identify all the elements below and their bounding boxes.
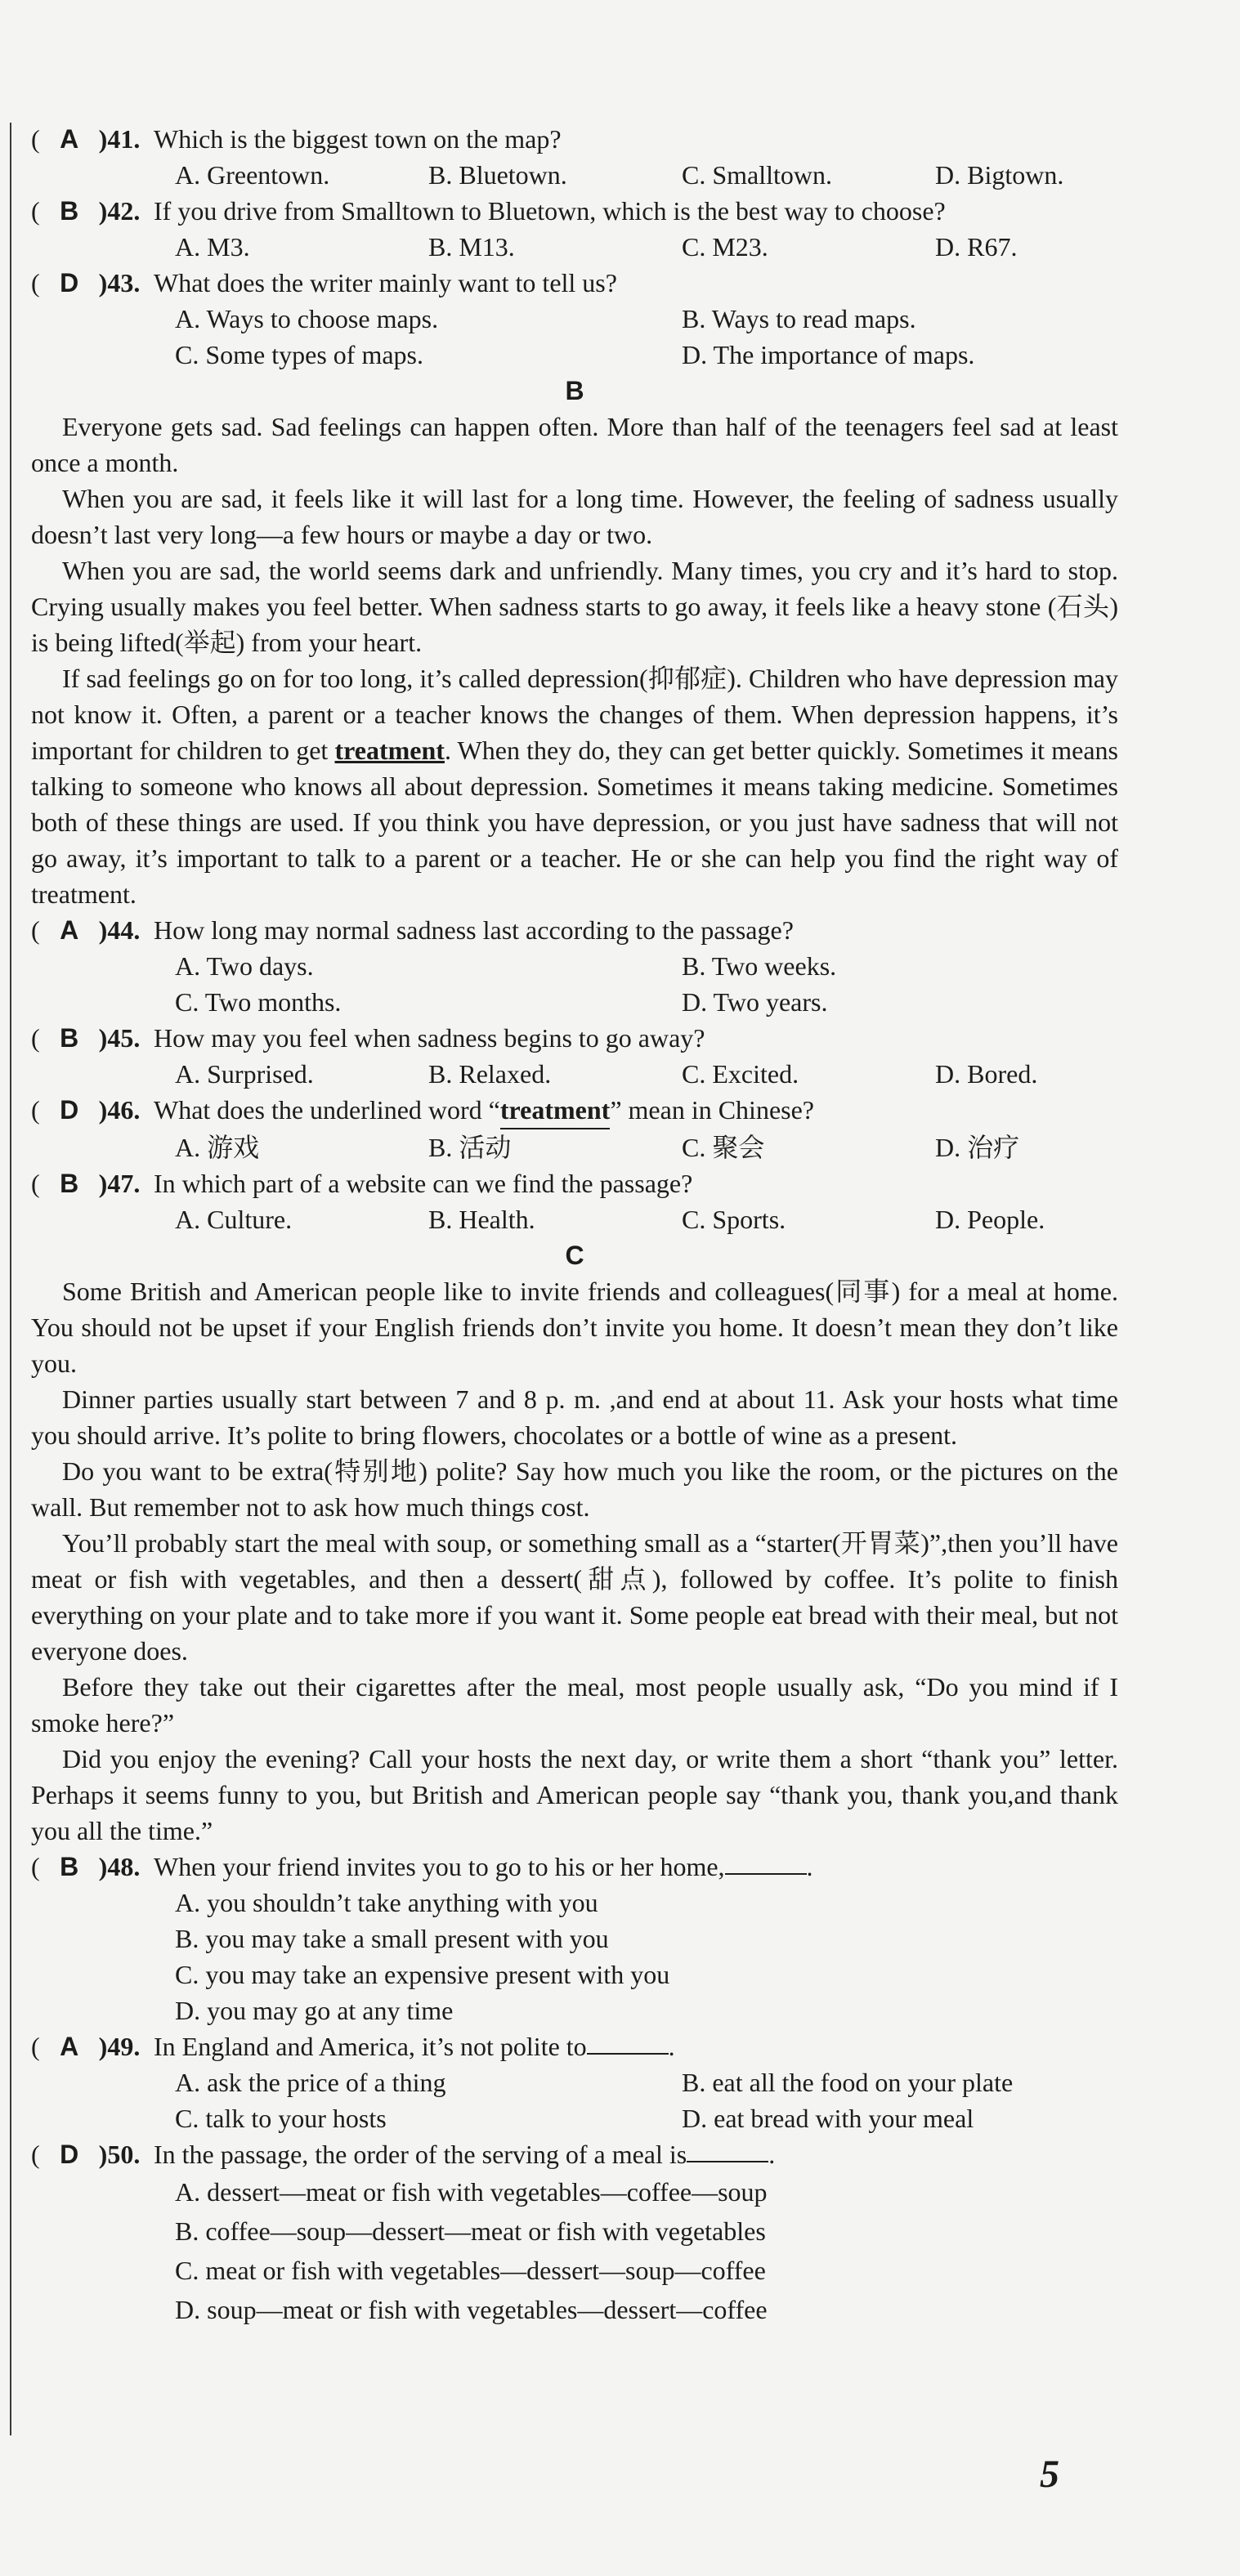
question-number: )41. xyxy=(98,124,141,154)
question-48 xyxy=(31,1849,1118,2028)
stem-text: ” mean in Chinese? xyxy=(610,1095,814,1125)
option-a: A. Two days. xyxy=(175,951,314,981)
option-b: B. Health. xyxy=(428,1205,535,1234)
answer-44: A xyxy=(60,915,79,945)
question-stem: Which is the biggest town on the map? xyxy=(154,124,562,154)
option-b: B. Ways to read maps. xyxy=(682,304,916,333)
question-49 xyxy=(31,2028,1118,2136)
option-d: D. 治疗 xyxy=(935,1133,1020,1162)
option-c: C. Some types of maps. xyxy=(175,340,423,369)
option-b: B. coffee—soup—dessert—meat or fish with vegetables xyxy=(175,2216,766,2246)
option-a: A. ask the price of a thing xyxy=(175,2068,446,2097)
option-d: D. Two years. xyxy=(682,987,828,1017)
option-b: B. you may take a small present with you xyxy=(175,1924,609,1953)
answer-48: B xyxy=(60,1852,79,1881)
option-b: B. M13. xyxy=(428,232,515,262)
option-b: B. eat all the food on your plate xyxy=(682,2068,1014,2097)
option-d: D. People. xyxy=(935,1205,1045,1234)
margin-line xyxy=(10,123,11,2435)
passage-c-paragraph-5: Before they take out their cigarettes after the meal, most people usually ask, “Do you mind if I smoke here?” xyxy=(31,1672,1118,1737)
answer-blank xyxy=(587,2028,669,2055)
underlined-word-treatment: treatment xyxy=(334,736,445,765)
question-number: )43. xyxy=(98,268,141,297)
option-a: A. Greentown. xyxy=(175,160,330,190)
question-number: )47. xyxy=(98,1169,141,1198)
question-stem: When your friend invites you to go to his or her home, xyxy=(154,1852,725,1881)
answer-43: D xyxy=(60,268,79,297)
option-d: D. Bigtown. xyxy=(935,160,1064,190)
option-c: C. talk to your hosts xyxy=(175,2104,387,2133)
question-stem xyxy=(154,1092,814,1129)
question-stem: What does the writer mainly want to tell us? xyxy=(154,268,617,297)
underlined-word-treatment: treatment xyxy=(500,1092,610,1129)
option-a: A. 游戏 xyxy=(175,1133,260,1162)
option-c: C. M23. xyxy=(682,232,768,262)
option-a: A. Culture. xyxy=(175,1205,293,1234)
answer-41: A xyxy=(60,124,79,154)
paragraph-text: If sad feelings go on for too long, it’s called depression(抑郁症). Children who have depression may not know it. Often, a parent or a teacher knows the changes of them. When depression happens, it’s important for children to get xyxy=(31,664,1118,765)
question-number: )46. xyxy=(98,1095,141,1125)
option-c: C. Two months. xyxy=(175,987,342,1017)
question-stem: In which part of a website can we find the passage? xyxy=(154,1169,693,1198)
question-42 xyxy=(31,193,1118,265)
option-c: C. Sports. xyxy=(682,1205,786,1234)
passage-c-paragraph-1: Some British and American people like to invite friends and colleagues(同事) for a meal at home. You should not be upset if your English friends don’t invite you home. It doesn’t mean they don’t like you. xyxy=(31,1277,1118,1378)
stem-end: . xyxy=(806,1852,813,1881)
question-number: )49. xyxy=(98,2032,141,2061)
question-number: )45. xyxy=(98,1023,141,1053)
question-45 xyxy=(31,1020,1118,1092)
question-46 xyxy=(31,1092,1118,1165)
passage-b-paragraph-4 xyxy=(31,660,1118,912)
option-b: B. Relaxed. xyxy=(428,1059,552,1089)
question-stem: How long may normal sadness last according to the passage? xyxy=(154,915,794,945)
question-41 xyxy=(31,121,1118,193)
answer-46: D xyxy=(60,1095,79,1125)
section-b-title: B xyxy=(565,376,584,405)
paren: ( xyxy=(31,1169,40,1198)
paren: ( xyxy=(31,2140,40,2169)
answer-blank xyxy=(687,2136,768,2162)
paren: ( xyxy=(31,1852,40,1881)
page-number: 5 xyxy=(1040,2453,1059,2496)
option-d: D. The importance of maps. xyxy=(682,340,975,369)
question-47 xyxy=(31,1165,1118,1237)
option-d: D. R67. xyxy=(935,232,1018,262)
option-a: A. Surprised. xyxy=(175,1059,314,1089)
content xyxy=(31,121,1118,2329)
question-44 xyxy=(31,912,1118,1020)
question-stem: How may you feel when sadness begins to go away? xyxy=(154,1023,705,1053)
question-stem: In the passage, the order of the serving of a meal is xyxy=(154,2140,687,2169)
option-a: A. dessert—meat or fish with vegetables—coffee—soup xyxy=(175,2177,768,2207)
option-c: C. you may take an expensive present with you xyxy=(175,1960,670,1989)
option-c: C. 聚会 xyxy=(682,1133,765,1162)
stem-text: What does the underlined word “ xyxy=(154,1095,500,1125)
question-number: )42. xyxy=(98,196,141,226)
option-a: A. M3. xyxy=(175,232,250,262)
option-c: C. Excited. xyxy=(682,1059,799,1089)
answer-blank xyxy=(725,1849,807,1875)
option-d: D. soup—meat or fish with vegetables—dessert—coffee xyxy=(175,2295,768,2324)
answer-50: D xyxy=(60,2140,79,2169)
stem-end: . xyxy=(768,2140,776,2169)
paren: ( xyxy=(31,196,40,226)
option-b: B. Bluetown. xyxy=(428,160,567,190)
stem-end: . xyxy=(668,2032,675,2061)
question-50 xyxy=(31,2136,1118,2329)
answer-42: B xyxy=(60,196,79,226)
passage-b-paragraph-3: When you are sad, the world seems dark and unfriendly. Many times, you cry and it’s hard to stop. Crying usually makes you feel better. When sadness starts to go away, it feels like a heavy stone (石头) is being lifted(举起) from your heart. xyxy=(31,556,1118,657)
paren: ( xyxy=(31,124,40,154)
question-stem: In England and America, it’s not polite to xyxy=(154,2032,587,2061)
answer-45: B xyxy=(60,1023,79,1053)
question-number: )50. xyxy=(98,2140,141,2169)
paren: ( xyxy=(31,2032,40,2061)
option-c: C. meat or fish with vegetables—dessert—soup—coffee xyxy=(175,2256,766,2285)
section-c-title: C xyxy=(565,1241,584,1270)
paren: ( xyxy=(31,915,40,945)
passage-b-paragraph-1: Everyone gets sad. Sad feelings can happen often. More than half of the teenagers feel sad at least once a month. xyxy=(31,412,1118,477)
question-43 xyxy=(31,265,1118,373)
question-number: )44. xyxy=(98,915,141,945)
passage-c-paragraph-3: Do you want to be extra(特别地) polite? Say how much you like the room, or the pictures on the wall. But remember not to ask how much things cost. xyxy=(31,1456,1118,1522)
option-b: B. Two weeks. xyxy=(682,951,837,981)
question-number: )48. xyxy=(98,1852,141,1881)
option-c: C. Smalltown. xyxy=(682,160,833,190)
passage-c-paragraph-6: Did you enjoy the evening? Call your hosts the next day, or write them a short “thank you” letter. Perhaps it seems funny to you, but British and American people say “thank you, thank you,and thank you all the time.” xyxy=(31,1744,1118,1845)
paragraph-text: . When they do, they can get better quickly. Sometimes it means talking to someone who knows all about depression. Sometimes it means taking medicine. Sometimes both of these things are used. If you think you have depression, or you just have sadness that will not go away, it’s important to talk to a parent or a teacher. He or she can help you find the right way of treatment. xyxy=(31,736,1119,909)
paren: ( xyxy=(31,1095,40,1125)
question-stem: If you drive from Smalltown to Bluetown, which is the best way to choose? xyxy=(154,196,946,226)
answer-49: A xyxy=(60,2032,79,2061)
passage-c-paragraph-4: You’ll probably start the meal with soup, or something small as a “starter(开胃菜)”,then you’ll have meat or fish with vegetables, and then a dessert(甜点), followed by coffee. It’s polite to finish everything on your plate and to take more if you want it. Some people eat bread with their meal, but not everyone does. xyxy=(31,1528,1118,1666)
option-a: A. Ways to choose maps. xyxy=(175,304,439,333)
paren: ( xyxy=(31,1023,40,1053)
passage-b-paragraph-2: When you are sad, it feels like it will last for a long time. However, the feeling of sadness usually doesn’t last very long—a few hours or maybe a day or two. xyxy=(31,484,1118,549)
option-b: B. 活动 xyxy=(428,1133,512,1162)
option-d: D. eat bread with your meal xyxy=(682,2104,974,2133)
option-d: D. Bored. xyxy=(935,1059,1038,1089)
option-a: A. you shouldn’t take anything with you xyxy=(175,1888,598,1917)
passage-c-paragraph-2: Dinner parties usually start between 7 and 8 p. m. ,and end at about 11. Ask your hosts what time you should arrive. It’s polite to bring flowers, chocolates or a bottle of wine as a present. xyxy=(31,1384,1118,1450)
option-d: D. you may go at any time xyxy=(175,1996,454,2025)
paren: ( xyxy=(31,268,40,297)
answer-47: B xyxy=(60,1169,79,1198)
